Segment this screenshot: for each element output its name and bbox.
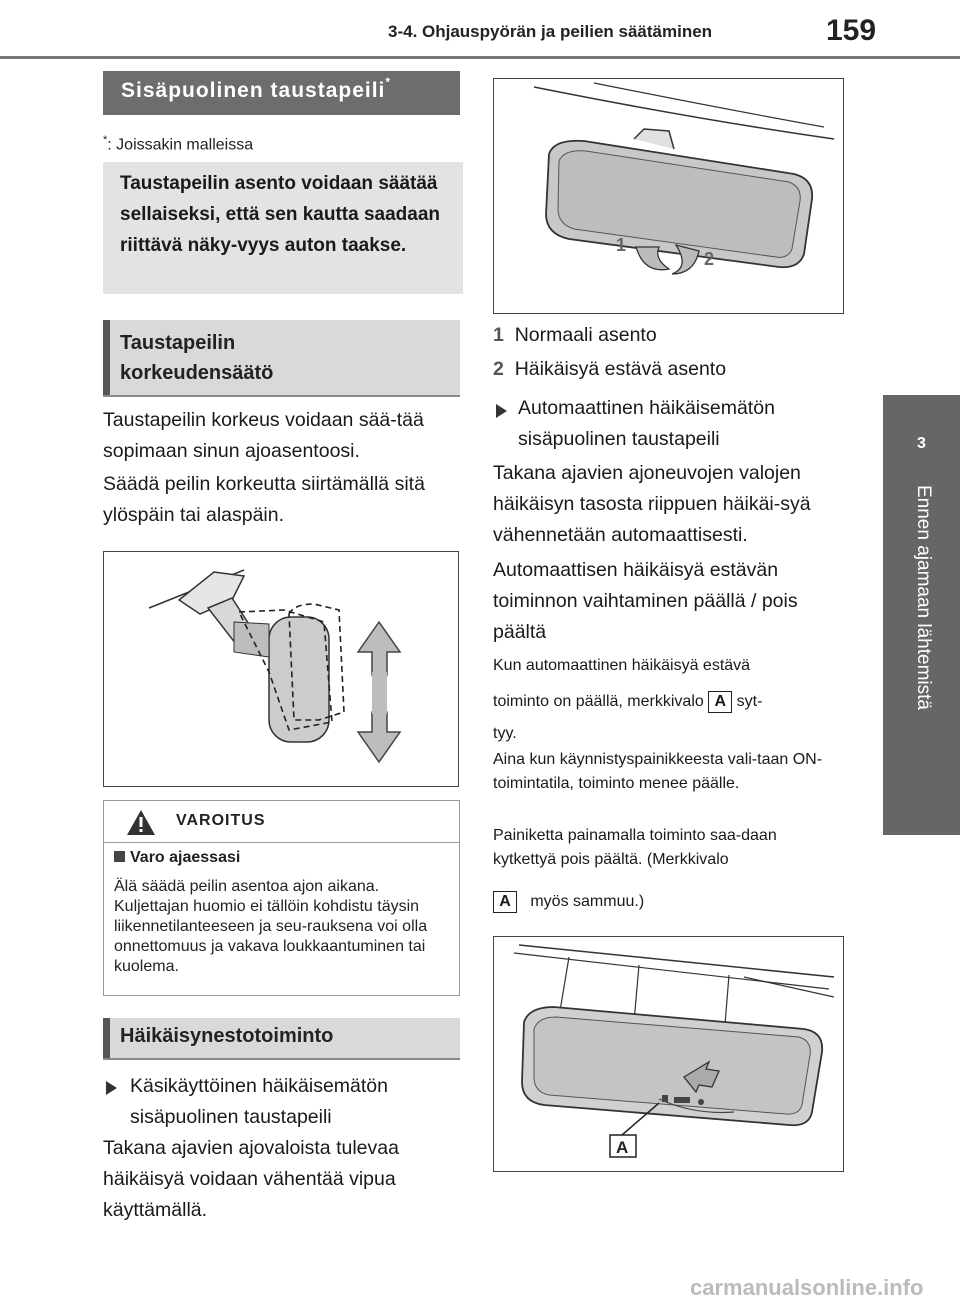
- auto-note-para-2: Aina kun käynnistyspainikkeesta vali-taan ON-toimintatila, toiminto menee päälle.: [493, 751, 823, 792]
- fig-label-a: A: [616, 1138, 629, 1157]
- warning-header: [104, 801, 459, 843]
- chapter-side-tab: [883, 395, 960, 835]
- auto-mirror-paragraph: Takana ajavien ajoneuvojen valojen häikäisyn tasosta riippuen häikäi-syä vähennetään automaattisesti.: [493, 462, 811, 546]
- legend-number-1: 1: [493, 324, 504, 346]
- legend-item-1: [493, 320, 657, 351]
- auto-note-text-last: myös sammuu.): [530, 893, 645, 910]
- auto-note-text: toiminto on päällä, merkkivalo: [493, 693, 704, 710]
- heading-line-1: Taustapeilin: [120, 332, 236, 354]
- warning-body: Älä säädä peilin asentoa ajon aikana. Kuljettajan huomio ei tällöin kohdistu täysin liikennetilanteeseen ja seu-rauksena voi olla onnettomuus ja vakava loukkaantuminen tai kuolema.: [114, 878, 428, 975]
- page-number: 159: [826, 14, 877, 47]
- legend-text-2: Häikäisyä estävä asento: [514, 358, 727, 380]
- footnote: [103, 134, 253, 154]
- legend-item-2: [493, 354, 726, 385]
- square-bullet-icon: [114, 851, 125, 862]
- auto-note-para-3: Painiketta painamalla toiminto saa-daan kytkettyä pois päältä. (Merkkivalo: [493, 827, 777, 868]
- footnote-text: : Joissakin malleissa: [107, 136, 254, 154]
- indicator-a-label: A: [493, 891, 517, 913]
- height-paragraph-2: Säädä peilin korkeutta siirtämällä sitä ylöspäin tai alaspäin.: [103, 473, 425, 526]
- mirror-height-drawing: [104, 552, 457, 785]
- manual-mirror-item: Käsikäyttöinen häikäisemätön sisäpuolinen taustapeili: [130, 1075, 388, 1128]
- heading-line-2: korkeudensäätö: [120, 362, 274, 384]
- section-heading-height-adjustment: [103, 320, 460, 397]
- auto-note-line-2: [493, 690, 762, 714]
- manual-mirror-paragraph: Takana ajavien ajovaloista tulevaa häikäisyä voidaan vähentää vipua käyttämällä.: [103, 1137, 399, 1221]
- chapter-tab-text: Ennen ajamaan lähtemistä: [912, 485, 934, 710]
- fig-label-1: 1: [616, 235, 627, 255]
- header-rule: [0, 56, 960, 59]
- intro-box: [103, 162, 463, 294]
- arrow-bullet-icon: [106, 1081, 117, 1095]
- warning-title: VAROITUS: [176, 812, 266, 829]
- auto-note-text-end: syt-: [736, 693, 763, 710]
- chapter-tab-label: [883, 485, 960, 805]
- auto-switch-heading: Automaattisen häikäisyä estävän toiminnon vaihtaminen päällä / pois päältä: [493, 559, 798, 643]
- legend-number-2: 2: [493, 358, 504, 380]
- auto-note-line-last: [493, 890, 644, 914]
- asterisk-mark: *: [385, 75, 392, 89]
- section-heading-rear-mirror: [103, 71, 460, 115]
- legend-text-1: Normaali asento: [514, 324, 657, 346]
- warning-triangle-icon: [126, 809, 156, 836]
- footnote-asterisk: *: [103, 134, 108, 146]
- heading-bar: [103, 1018, 110, 1058]
- warning-subheading: [114, 849, 240, 867]
- chapter-number: 3: [917, 435, 926, 452]
- mirror-lever-illustration: [493, 78, 844, 314]
- heading-bar: [103, 320, 110, 395]
- chapter-header-title: 3-4. Ohjauspyörän ja peilien säätäminen: [388, 22, 713, 41]
- mirror-lever-drawing: [494, 79, 842, 312]
- section-heading-anti-glare: [103, 1018, 460, 1060]
- height-paragraph-1: Taustapeilin korkeus voidaan sää-tää sopimaan sinun ajoasentoosi.: [103, 409, 424, 462]
- auto-mirror-illustration: [493, 936, 844, 1172]
- auto-mirror-drawing: [494, 937, 842, 1170]
- mirror-height-illustration: [103, 551, 459, 787]
- warning-box: [103, 800, 460, 996]
- section-heading-text: Sisäpuolinen taustapeili: [121, 79, 386, 102]
- warning-subheading-text: Varo ajaessasi: [130, 849, 241, 866]
- watermark-text: carmanualsonline.info: [690, 1275, 924, 1300]
- auto-note-line-3: tyy.: [493, 725, 517, 742]
- intro-text: Taustapeilin asento voidaan säätää sellaiseksi, että sen kautta saadaan riittävä näky-vyys auton taakse.: [120, 173, 441, 256]
- heading-text: Häikäisynestotoiminto: [120, 1025, 334, 1047]
- auto-mirror-item: Automaattinen häikäisemätön sisäpuolinen taustapeili: [518, 397, 775, 450]
- auto-note-line-1: Kun automaattinen häikäisyä estävä: [493, 657, 751, 674]
- indicator-a-label: A: [708, 691, 732, 713]
- arrow-bullet-icon: [496, 404, 507, 418]
- fig-label-2: 2: [704, 249, 715, 269]
